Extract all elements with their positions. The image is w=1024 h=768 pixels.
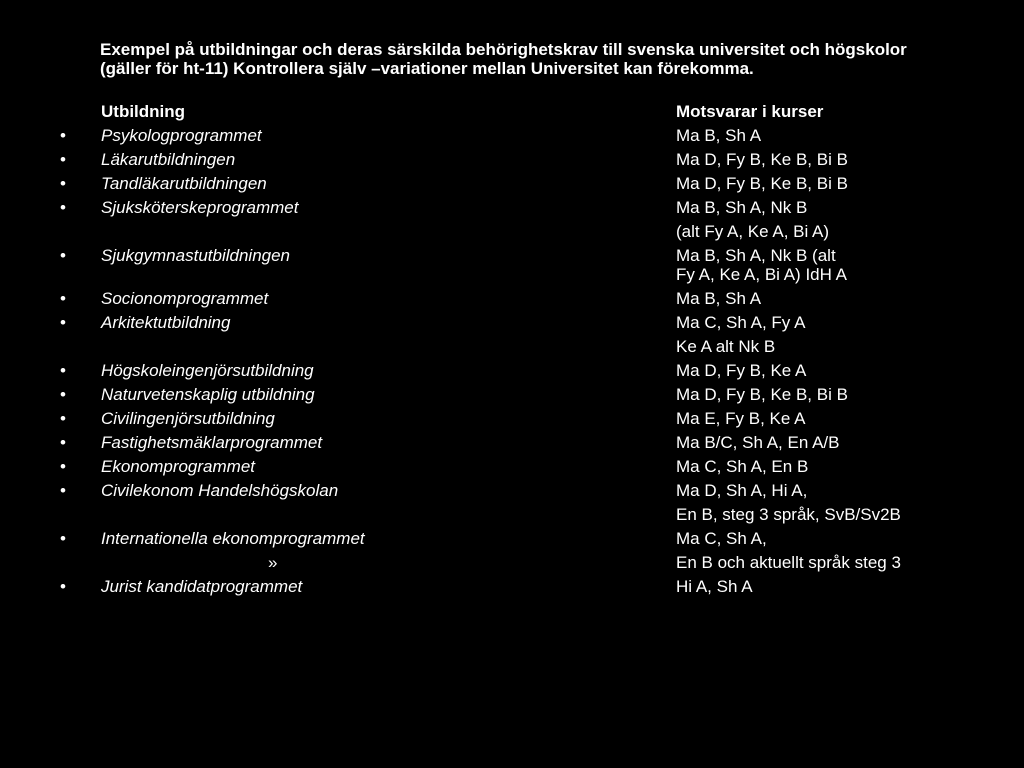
column-header-education: Utbildning: [101, 102, 186, 121]
bullet-marker: •: [60, 457, 66, 476]
program-name: Psykologprogrammet: [101, 126, 262, 145]
intro-text: Exempel på utbildningar och deras särskilda behörighetskrav till svenska universitet och högskolor (gäller för ht-11) Kontrollera själv –variationer mellan Universitet kan förekomma.: [100, 40, 907, 78]
program-name: Sjuksköterskeprogrammet: [101, 198, 299, 217]
course-requirements: Ke A alt Nk B: [676, 337, 776, 356]
program-name: Naturvetenskaplig utbildning: [101, 385, 315, 404]
bullet-marker: •: [60, 150, 66, 169]
program-name: Tandläkarutbildningen: [101, 174, 267, 193]
program-name: Högskoleingenjörsutbildning: [101, 361, 314, 380]
course-requirements: Ma D, Fy B, Ke A: [676, 361, 807, 380]
program-name: Jurist kandidatprogrammet: [101, 577, 303, 596]
program-name: Civilekonom Handelshögskolan: [101, 481, 339, 500]
bullet-marker: •: [60, 313, 66, 332]
bullet-marker: •: [60, 409, 66, 428]
bullet-marker: •: [60, 433, 66, 452]
program-name: Sjukgymnastutbildningen: [101, 246, 291, 265]
course-requirements: Hi A, Sh A: [676, 577, 753, 596]
course-requirements: Ma C, Sh A,: [676, 529, 767, 548]
program-name: Fastighetsmäklarprogrammet: [101, 433, 323, 452]
course-requirements: Ma D, Fy B, Ke B, Bi B: [676, 174, 848, 193]
program-name: Arkitektutbildning: [101, 313, 231, 332]
course-requirements: Ma D, Fy B, Ke B, Bi B: [676, 150, 848, 169]
course-requirements: Ma C, Sh A, En B: [676, 457, 809, 476]
course-requirements: Ma B, Sh A: [676, 289, 762, 308]
course-requirements: Ma B/C, Sh A, En A/B: [676, 433, 840, 452]
course-requirements: Ma D, Sh A, Hi A,: [676, 481, 808, 500]
course-requirements: Ma B, Sh A, Nk B: [676, 198, 808, 217]
continuation-mark: »: [268, 553, 278, 572]
bullet-marker: •: [60, 529, 66, 548]
bullet-marker: •: [60, 198, 66, 217]
bullet-marker: •: [60, 481, 66, 500]
column-header-courses: Motsvarar i kurser: [676, 102, 824, 121]
program-name: Ekonomprogrammet: [101, 457, 256, 476]
course-requirements: En B och aktuellt språk steg 3: [676, 553, 901, 572]
program-name: Civilingenjörsutbildning: [101, 409, 275, 428]
program-name: Läkarutbildningen: [101, 150, 236, 169]
course-requirements: Ma C, Sh A, Fy A: [676, 313, 806, 332]
program-name: Socionomprogrammet: [101, 289, 269, 308]
course-requirements: En B, steg 3 språk, SvB/Sv2B: [676, 505, 901, 524]
bullet-marker: •: [60, 246, 66, 265]
bullet-marker: •: [60, 174, 66, 193]
course-requirements: Ma B, Sh A, Nk B (alt Fy A, Ke A, Bi A) IdH A: [676, 246, 848, 284]
bullet-marker: •: [60, 361, 66, 380]
course-requirements: Ma B, Sh A: [676, 126, 762, 145]
bullet-marker: •: [60, 577, 66, 596]
course-requirements: (alt Fy A, Ke A, Bi A): [676, 222, 830, 241]
bullet-marker: •: [60, 289, 66, 308]
bullet-marker: •: [60, 385, 66, 404]
course-requirements: Ma D, Fy B, Ke B, Bi B: [676, 385, 848, 404]
bullet-marker: •: [60, 126, 66, 145]
course-requirements: Ma E, Fy B, Ke A: [676, 409, 806, 428]
program-name: Internationella ekonomprogrammet: [101, 529, 365, 548]
